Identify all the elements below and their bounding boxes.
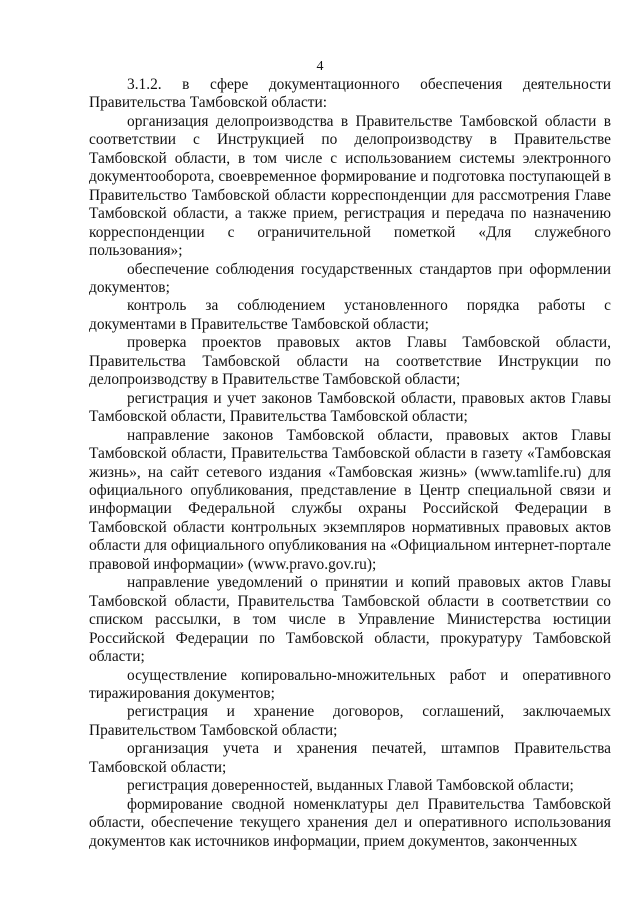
paragraph: организация учета и хранения печатей, штампов Правительства Тамбовской области;	[89, 740, 611, 776]
paragraph: регистрация доверенностей, выданных Главой Тамбовской области;	[127, 777, 574, 795]
paragraph: регистрация и учет законов Тамбовской области, правовых актов Главы Тамбовской области, Правительства Тамбовской области;	[89, 389, 611, 426]
document-body	[89, 76, 611, 851]
page-number: 4	[316, 59, 324, 74]
paragraph: регистрация и хранение договоров, соглашений, заключаемых Правительством Тамбовской области;	[89, 703, 611, 739]
section-heading: 3.1.2. в сфере документационного обеспечения деятельности Правительства Тамбовской области:	[89, 76, 611, 112]
paragraph: формирование сводной номенклатуры дел Правительства Тамбовской области, обеспечение текущего хранения дел и оперативного использования документов как источников информации, прием документов, законченных	[89, 795, 611, 850]
paragraph: направление законов Тамбовской области, правовых актов Главы Тамбовской области, Правительства Тамбовской области в газету «Тамбовская жизнь», на сайт сетевого издания «Тамбовская жизнь» (www.tamlife.ru) для официального опубликования, представление в Центр специальной связи и информации Федеральной службы охраны Российской Федерации в Тамбовской области контрольных экземпляров нормативных правовых актов области для официального опубликования на «Официальном интернет-портале правовой информации» (www.pravo.gov.ru);	[89, 426, 611, 573]
paragraph: контроль за соблюдением установленного порядка работы с документами в Правительстве Тамбовской области;	[89, 297, 611, 333]
paragraph: направление уведомлений о принятии и копий правовых актов Главы Тамбовской области, Правительства Тамбовской области в соответствии со списком рассылки, в том числе в Управление Министерства юстиции Российской Федерации по Тамбовской области, прокуратуру Тамбовской области;	[89, 574, 611, 666]
paragraph: проверка проектов правовых актов Главы Тамбовской области, Правительства Тамбовской области на соответствие Инструкции по делопроизводству в Правительстве Тамбовской области;	[89, 334, 611, 389]
paragraph: организация делопроизводства в Правительстве Тамбовской области в соответствии с Инструкцией по делопроизводству в Правительстве Тамбовской области, в том числе с использованием системы электронного документооборота, своевременное формирование и подготовка поступающей в Правительство Тамбовской области корреспонденции для рассмотрения Главе Тамбовской области, а также прием, регистрация и передача по назначению корреспонденции с ограничительной пометкой «Для служебного пользования»;	[89, 112, 611, 260]
paragraph: обеспечение соблюдения государственных стандартов при оформлении документов;	[89, 260, 611, 296]
paragraph: осуществление копировально-множительных работ и оперативного тиражирования документов;	[89, 666, 611, 702]
